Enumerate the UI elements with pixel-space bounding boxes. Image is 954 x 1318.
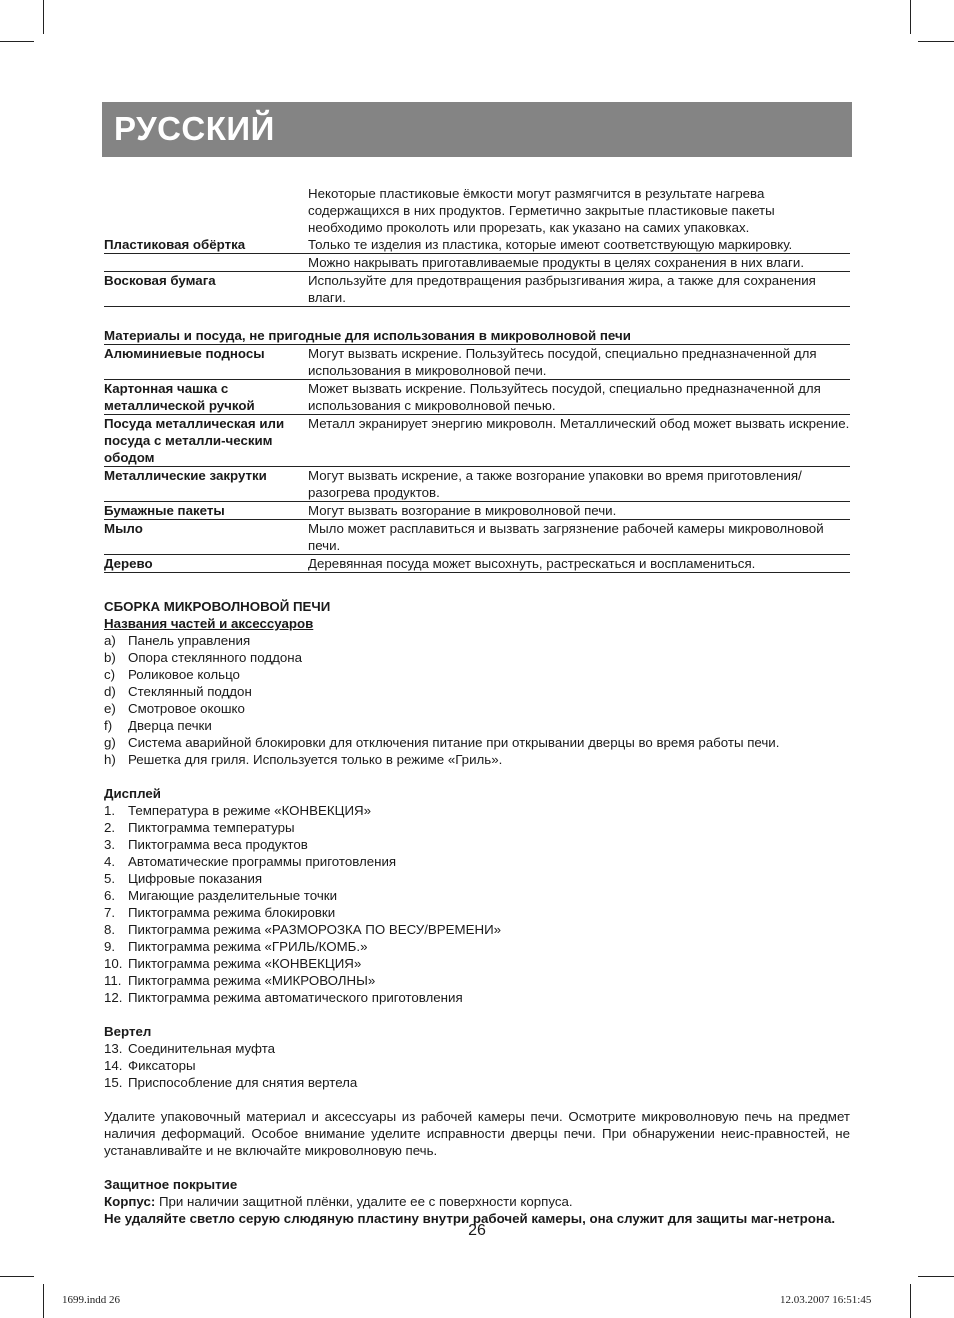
list-marker: a): [104, 633, 116, 648]
table-row: [104, 415, 850, 467]
list-text: Смотровое окошко: [128, 701, 245, 716]
list-marker: b): [104, 650, 116, 665]
table-row: [104, 254, 850, 272]
list-item: [104, 683, 850, 700]
crop-mark: [910, 1284, 911, 1318]
list-text: Пиктограмма режима «ГРИЛЬ/КОМБ.»: [128, 939, 368, 954]
row-label: Пластиковая обёртка: [104, 237, 246, 252]
list-marker: 2.: [104, 820, 116, 835]
row-label: Мыло: [104, 521, 143, 536]
row-description: Могут вызвать искрение, а также возгорание упаковки во время приготовления/ разогрева продуктов.: [308, 468, 802, 500]
list-marker: 4.: [104, 854, 116, 869]
row-description: Могут вызвать возгорание в микроволновой печи.: [308, 503, 617, 518]
row-description: Можно накрывать приготавливаемые продукты в целях сохранения в них влаги.: [308, 255, 805, 270]
list-text: Опора стеклянного поддона: [128, 650, 303, 665]
coating-label: Корпус:: [104, 1194, 156, 1209]
unpacking-paragraph: Удалите упаковочный материал и аксессуары из рабочей камеры печи. Осмотрите микроволновую печь на предмет наличия деформаций. Особое внимание уделите исправности дверцы печи. При обнаружении неис-правностей, не устанавливайте и не включайте микроволновую печь.: [104, 1109, 850, 1158]
list-item: [104, 734, 850, 751]
list-marker: 9.: [104, 939, 116, 954]
list-text: Дверца печки: [128, 718, 212, 733]
list-marker: f): [104, 718, 113, 733]
row-description: Используйте для предотвращения разбрызгивания жира, а также для сохранения влаги.: [308, 273, 816, 305]
table-row: [104, 185, 850, 236]
list-item: [104, 887, 850, 904]
suitable-materials-table: [104, 185, 850, 307]
row-description: Могут вызвать искрение. Пользуйтесь посудой, специально предназначенной для использования в микроволновой печи.: [308, 346, 817, 378]
list-marker: 1.: [104, 803, 116, 818]
list-marker: 8.: [104, 922, 116, 937]
list-marker: 5.: [104, 871, 116, 886]
coating-line: [104, 1193, 850, 1210]
display-list: [104, 802, 850, 1006]
crop-mark: [43, 0, 44, 34]
language-banner: [102, 102, 852, 157]
list-item: [104, 938, 850, 955]
row-label: Посуда металлическая или посуда с металли-ческим ободом: [104, 416, 285, 465]
unsuitable-materials-table: [104, 327, 850, 573]
row-label: Алюминиевые подносы: [104, 346, 265, 361]
list-marker: 11.: [104, 973, 122, 988]
row-label: Бумажные пакеты: [104, 503, 225, 518]
subsection-heading: Защитное покрытие: [104, 1177, 238, 1192]
table-row: [104, 236, 850, 254]
warning-text: Не удаляйте светло серую слюдяную пластину внутри рабочей камеры, она служит для защиты маг-нетрона.: [104, 1211, 836, 1226]
list-marker: d): [104, 684, 116, 699]
list-text: Пиктограмма режима блокировки: [128, 905, 336, 920]
list-text: Температура в режиме «КОНВЕКЦИЯ»: [128, 803, 371, 818]
row-description: Металл экранирует энергию микроволн. Металлический обод может вызвать искрение.: [308, 416, 850, 431]
row-label: [104, 185, 308, 236]
footer-file: 1699.indd 26: [62, 1294, 121, 1306]
list-text: Пиктограмма температуры: [128, 820, 295, 835]
list-text: Панель управления: [128, 633, 251, 648]
subsection-heading: Вертел: [104, 1024, 152, 1039]
list-text: Цифровые показания: [128, 871, 263, 886]
list-item: [104, 870, 850, 887]
crop-mark: [43, 1284, 44, 1318]
row-label: Восковая бумага: [104, 273, 216, 288]
table-row: [104, 502, 850, 520]
section-heading: СБОРКА МИКРОВОЛНОВОЙ ПЕЧИ: [104, 599, 331, 614]
list-text: Приспособление для снятия вертела: [128, 1075, 358, 1090]
row-description: Деревянная посуда может высохнуть, растрескаться и воспламениться.: [308, 556, 756, 571]
list-marker: e): [104, 701, 116, 716]
list-item: [104, 802, 850, 819]
crop-mark: [918, 41, 954, 42]
list-item: [104, 819, 850, 836]
table-row: [104, 345, 850, 380]
list-marker: h): [104, 752, 116, 767]
spit-list: [104, 1040, 850, 1091]
list-marker: 14.: [104, 1058, 123, 1073]
parts-list: [104, 632, 850, 768]
list-item: [104, 1057, 850, 1074]
list-marker: c): [104, 667, 116, 682]
list-marker: 15.: [104, 1075, 123, 1090]
list-marker: 3.: [104, 837, 116, 852]
list-item: [104, 1040, 850, 1057]
list-text: Пиктограмма веса продуктов: [128, 837, 308, 852]
list-text: Пиктограмма режима «РАЗМОРОЗКА ПО ВЕСУ/ВРЕМЕНИ»: [128, 922, 502, 937]
list-item: [104, 989, 850, 1006]
list-item: [104, 632, 850, 649]
list-text: Решетка для гриля. Используется только в режиме «Гриль».: [128, 752, 503, 767]
list-text: Роликовое кольцо: [128, 667, 240, 682]
crop-mark: [0, 1276, 34, 1277]
list-item: [104, 853, 850, 870]
crop-mark: [918, 1276, 954, 1277]
row-description: Только те изделия из пластика, которые имеют соответствующую маркировку.: [308, 237, 793, 252]
row-label: Дерево: [104, 556, 153, 571]
list-text: Мигающие разделительные точки: [128, 888, 338, 903]
list-text: Пиктограмма режима автоматического приготовления: [128, 990, 463, 1005]
crop-mark: [910, 0, 911, 34]
list-text: Система аварийной блокировки для отключения питание при открывании дверцы во время работы печи.: [128, 735, 780, 750]
list-item: [104, 972, 850, 989]
row-description: Может вызвать искрение. Пользуйтесь посудой, специально предназначенной для использования с микроволновой печью.: [308, 381, 821, 413]
list-marker: 6.: [104, 888, 116, 903]
table-heading: Материалы и посуда, не пригодные для использования в микроволновой печи: [104, 327, 850, 345]
footer-timestamp: 12.03.2007 16:51:45: [780, 1294, 872, 1306]
crop-mark: [0, 41, 34, 42]
table-row: [104, 272, 850, 307]
table-row: [104, 380, 850, 415]
list-item: [104, 649, 850, 666]
list-marker: 13.: [104, 1041, 123, 1056]
coating-text: При наличии защитной плёнки, удалите ее с поверхности корпуса.: [155, 1194, 573, 1209]
list-marker: 7.: [104, 905, 116, 920]
subsection-heading: Названия частей и аксессуаров: [104, 616, 314, 631]
main-content: [104, 185, 850, 1227]
list-text: Пиктограмма режима «КОНВЕКЦИЯ»: [128, 956, 362, 971]
row-description: Некоторые пластиковые ёмкости могут размягчится в результате нагрева содержащихся в них продуктов. Герметично закрытые пластиковые пакеты необходимо проколоть или прорезать, как указано на самих упаковках.: [308, 186, 775, 235]
table-row: [104, 467, 850, 502]
list-marker: 10.: [104, 956, 123, 971]
row-label: Металлические закрутки: [104, 468, 267, 483]
page-title: РУССКИЙ: [114, 110, 275, 147]
list-marker: g): [104, 735, 116, 750]
row-description: Мыло может расплавиться и вызвать загрязнение рабочей камеры микроволновой печи.: [308, 521, 824, 553]
list-text: Автоматические программы приготовления: [128, 854, 397, 869]
list-item: [104, 666, 850, 683]
list-item: [104, 700, 850, 717]
subsection-heading: Дисплей: [104, 786, 161, 801]
list-item: [104, 717, 850, 734]
list-item: [104, 751, 850, 768]
list-item: [104, 955, 850, 972]
page-number: 26: [468, 1222, 486, 1239]
table-row: [104, 555, 850, 573]
table-row: [104, 520, 850, 555]
list-text: Фиксаторы: [128, 1058, 196, 1073]
list-marker: 12.: [104, 990, 123, 1005]
list-item: [104, 1074, 850, 1091]
list-item: [104, 921, 850, 938]
list-item: [104, 904, 850, 921]
row-label: [104, 254, 308, 271]
list-item: [104, 836, 850, 853]
list-text: Стеклянный поддон: [128, 684, 252, 699]
row-label: Картонная чашка с металлической ручкой: [104, 381, 255, 413]
list-text: Пиктограмма режима «МИКРОВОЛНЫ»: [128, 973, 376, 988]
list-text: Соединительная муфта: [128, 1041, 276, 1056]
